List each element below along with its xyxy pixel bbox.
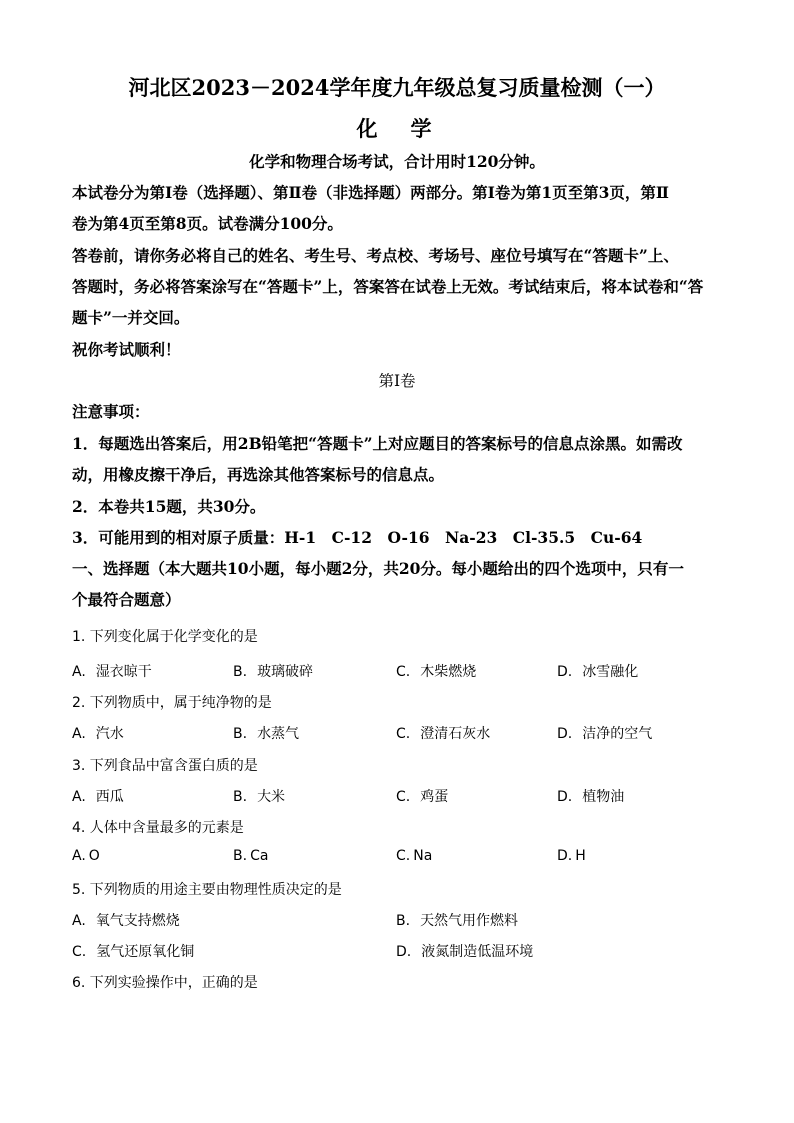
- option-text: 氧气支持燃烧: [95, 913, 180, 929]
- option-text: Na: [413, 848, 433, 864]
- option-text: 氢气还原氧化铜: [96, 944, 195, 960]
- option-letter: A.: [72, 848, 86, 864]
- notice-item: 3．可能用到的相对原子质量：H-1 C-12 O-16 Na-23 Cl-35.5 Cu-64: [72, 528, 643, 547]
- option-letter: D.: [396, 944, 412, 960]
- option-a: [72, 723, 124, 743]
- option-c: [72, 941, 194, 961]
- question-stem: 3. 下列食品中富含蛋白质的是: [72, 758, 258, 774]
- option-c: [396, 786, 448, 806]
- part-heading: 个最符合题意）: [72, 590, 181, 609]
- option-letter: A.: [72, 664, 86, 680]
- option-letter: C.: [396, 664, 411, 680]
- option-text: Ca: [250, 848, 269, 864]
- option-d: [557, 661, 638, 681]
- option-text: 大米: [257, 789, 286, 805]
- notice-item: 动，用橡皮擦干净后，再选涂其他答案标号的信息点。: [72, 465, 445, 484]
- option-d: [557, 786, 624, 806]
- option-letter: D.: [557, 789, 573, 805]
- option-b: [233, 723, 299, 743]
- intro-line: 答卷前，请你务必将自己的姓名、考生号、考点校、考场号、座位号填写在“答题卡”上、: [72, 246, 679, 265]
- intro-line: 卷为第4页至第8页。试卷满分100分。: [72, 214, 343, 233]
- option-b: [396, 910, 518, 930]
- option-text: 天然气用作燃料: [420, 913, 519, 929]
- section-title: 第Ⅰ卷: [378, 372, 416, 390]
- notice-item: 2．本卷共15题，共30分。: [72, 497, 266, 516]
- subject-title: 化 学: [356, 116, 438, 141]
- option-d: [396, 941, 533, 961]
- option-letter: D.: [557, 664, 573, 680]
- intro-line: 答题时，务必将答案涂写在“答题卡”上，答案答在试卷上无效。考试结束后，将本试卷和“答: [72, 277, 704, 296]
- good-luck-text: 祝你考试顺利！: [72, 340, 181, 359]
- option-letter: A.: [72, 789, 86, 805]
- question-stem: 6. 下列实验操作中，正确的是: [72, 975, 258, 991]
- question-stem: 1. 下列变化属于化学变化的是: [72, 629, 258, 645]
- option-d: [557, 848, 586, 864]
- option-letter: B.: [233, 789, 248, 805]
- option-text: 湿衣晾干: [95, 664, 152, 680]
- option-text: 水蒸气: [257, 726, 300, 742]
- question-stem: 4. 人体中含量最多的元素是: [72, 820, 244, 836]
- option-letter: C.: [72, 944, 87, 960]
- option-d: [557, 723, 652, 743]
- option-letter: A.: [72, 913, 86, 929]
- option-letter: B.: [233, 664, 248, 680]
- option-letter: D.: [557, 726, 573, 742]
- option-letter: B.: [233, 848, 248, 864]
- question-stem: 5. 下列物质的用途主要由物理性质决定的是: [72, 882, 342, 898]
- option-a: [72, 786, 124, 806]
- notice-heading: 注意事项：: [72, 402, 150, 421]
- option-text: 植物油: [582, 789, 625, 805]
- option-c: [396, 723, 490, 743]
- option-text: 鸡蛋: [420, 789, 449, 805]
- option-text: H: [575, 848, 586, 864]
- option-text: 汽水: [95, 726, 124, 742]
- option-a: [72, 848, 100, 864]
- option-b: [233, 848, 268, 864]
- option-text: 液氮制造低温环境: [421, 944, 534, 960]
- option-b: [233, 786, 285, 806]
- option-text: 玻璃破碎: [257, 664, 314, 680]
- option-letter: B.: [233, 726, 248, 742]
- option-a: [72, 910, 180, 930]
- option-text: 澄清石灰水: [420, 726, 491, 742]
- option-a: [72, 661, 152, 681]
- part-heading: 一、选择题（本大题共10小题，每小题2分，共20分。每小题给出的四个选项中，只有一: [72, 559, 684, 578]
- intro-line: 本试卷分为第Ⅰ卷（选择题）、第Ⅱ卷（非选择题）两部分。第Ⅰ卷为第1页至第3页，第Ⅱ: [72, 183, 669, 202]
- option-letter: D.: [557, 848, 573, 864]
- exam-title: 河北区2023－2024学年度九年级总复习质量检测（一）: [128, 75, 666, 100]
- option-b: [233, 661, 313, 681]
- option-letter: C.: [396, 726, 411, 742]
- option-letter: A.: [72, 726, 86, 742]
- question-stem: 2. 下列物质中，属于纯净物的是: [72, 695, 272, 711]
- option-letter: C.: [396, 789, 411, 805]
- intro-line: 题卡”一并交回。: [72, 308, 190, 327]
- option-letter: B.: [396, 913, 411, 929]
- option-text: 冰雪融化: [582, 664, 639, 680]
- option-c: [396, 848, 432, 864]
- notice-item: 1．每题选出答案后，用2B铅笔把“答题卡”上对应题目的答案标号的信息点涂黑。如需改: [72, 434, 683, 453]
- option-letter: C.: [396, 848, 411, 864]
- option-text: O: [88, 848, 100, 864]
- option-text: 洁净的空气: [582, 726, 653, 742]
- option-text: 木柴燃烧: [420, 664, 477, 680]
- time-note: 化学和物理合场考试，合计用时120分钟。: [249, 152, 545, 171]
- option-text: 西瓜: [95, 789, 124, 805]
- option-c: [396, 661, 476, 681]
